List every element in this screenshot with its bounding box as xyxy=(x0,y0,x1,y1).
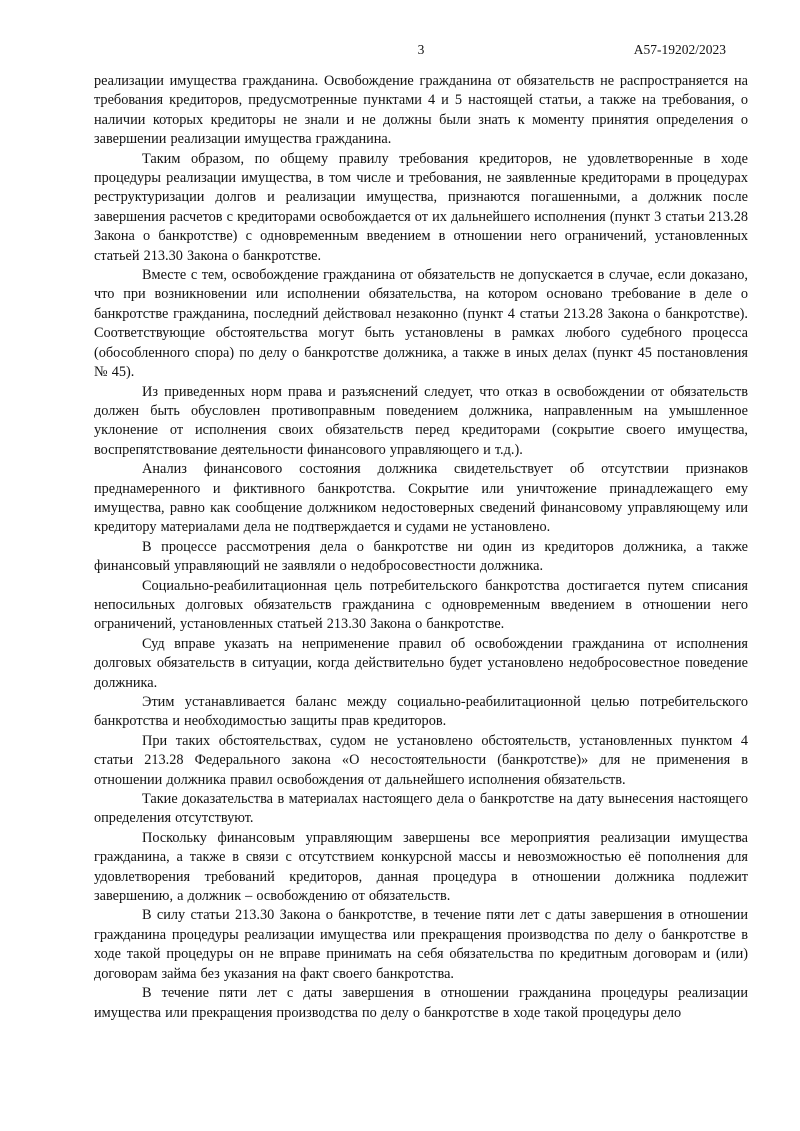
body-paragraph: Анализ финансового состояния должника свидетельствует об отсутствии признаков преднамеренного и фиктивного банкротства. Сокрытие или уничтожение принадлежащего ему имущества, равно как сообщение должником недостоверных сведений финансовому управляющему или кредитору материалами дела не подтверждается и судами не установлено. xyxy=(94,461,748,536)
body-paragraph: Вместе с тем, освобождение гражданина от обязательств не допускается в случае, если доказано, что при возникновении или исполнении обязательства, на котором основано требование в деле о банкротстве гражданина, последний действовал незаконно (пункт 4 статьи 213.28 Закона о банкротстве). Соответствующие обстоятельства могут быть установлены в рамках любого судебного процесса (обособленного спора) по делу о банкротстве должника, а также в иных делах (пункт 45 постановления № 45). xyxy=(94,267,748,381)
body-paragraph: Суд вправе указать на неприменение правил об освобождении гражданина от исполнения долговых обязательств в ситуации, когда действительно будет установлено недобросовестное поведение должника. xyxy=(94,635,748,691)
document-body xyxy=(94,72,748,1023)
body-paragraph: Из приведенных норм права и разъяснений следует, что отказ в освобождении от обязательств должен быть обусловлен противоправным поведением должника, направленным на умышленное уклонение от исполнения своих обязательств перед кредиторами (сокрытие своего имущества, воспрепятствование деятельности финансового управляющего и т.д.). xyxy=(94,383,748,458)
body-paragraph: Таким образом, по общему правилу требования кредиторов, не удовлетворенные в ходе процедуры реализации имущества, в том числе и требования, не заявленные кредиторами в процедурах реструктуризации долгов и реализации имущества, признаются погашенными, а должник после завершения расчетов с кредиторами освобождается от их дальнейшего исполнения (пункт 3 статьи 213.28 Закона о банкротстве) с одновременным введением в отношении него ограничений, установленных статьей 213.30 Закона о банкротстве. xyxy=(94,150,748,264)
body-paragraph: Поскольку финансовым управляющим завершены все мероприятия реализации имущества гражданина, а также в связи с отсутствием конкурсной массы и невозможностью её пополнения для удовлетворения требований кредиторов, данная процедура в отношении должника подлежит завершению, а должник – освобождению от обязательств. xyxy=(94,829,748,905)
body-paragraph: реализации имущества гражданина. Освобождение гражданина от обязательств не распространяется на требования кредиторов, предусмотренные пунктами 4 и 5 настоящей статьи, а также на требования, о наличии которых кредиторы не знали и не должны были знать к моменту принятия определения о завершении реализации имущества гражданина. xyxy=(94,73,748,148)
body-paragraph: Социально-реабилитационная цель потребительского банкротства достигается путем списания непосильных долговых обязательств гражданина с одновременным введением в отношении него ограничений, установленных статьей 213.30 Закона о банкротстве. xyxy=(94,577,748,633)
page-number: 3 xyxy=(417,42,425,57)
case-number: А57-19202/2023 xyxy=(633,42,726,57)
body-paragraph: В процессе рассмотрения дела о банкротстве ни один из кредиторов должника, а также финансовый управляющий не заявляли о недобросовестности должника. xyxy=(94,538,748,575)
body-paragraph: Этим устанавливается баланс между социально-реабилитационной целью потребительского банкротства и необходимостью защиты прав кредиторов. xyxy=(94,694,748,730)
body-paragraph: В силу статьи 213.30 Закона о банкротстве, в течение пяти лет с даты завершения в отношении гражданина процедуры реализации имущества или прекращения производства по делу о банкротстве в ходе такой процедуры он не вправе принимать на себя обязательства по кредитным договорам и (или) договорам займа без указания на факт своего банкротства. xyxy=(94,907,748,982)
body-paragraph: Такие доказательства в материалах настоящего дела о банкротстве на дату вынесения настоящего определения отсутствуют. xyxy=(94,791,748,827)
body-paragraph: В течение пяти лет с даты завершения в отношении гражданина процедуры реализации имущества или прекращения производства по делу о банкротстве в ходе такой процедуры дело xyxy=(94,985,748,1021)
page-header xyxy=(94,42,748,60)
body-paragraph: При таких обстоятельствах, судом не установлено обстоятельств, установленных пунктом 4 статьи 213.28 Федерального закона «О несостоятельности (банкротстве)» для не применения в отношении должника правил освобождения от дальнейшего исполнения обязательств. xyxy=(94,732,748,788)
